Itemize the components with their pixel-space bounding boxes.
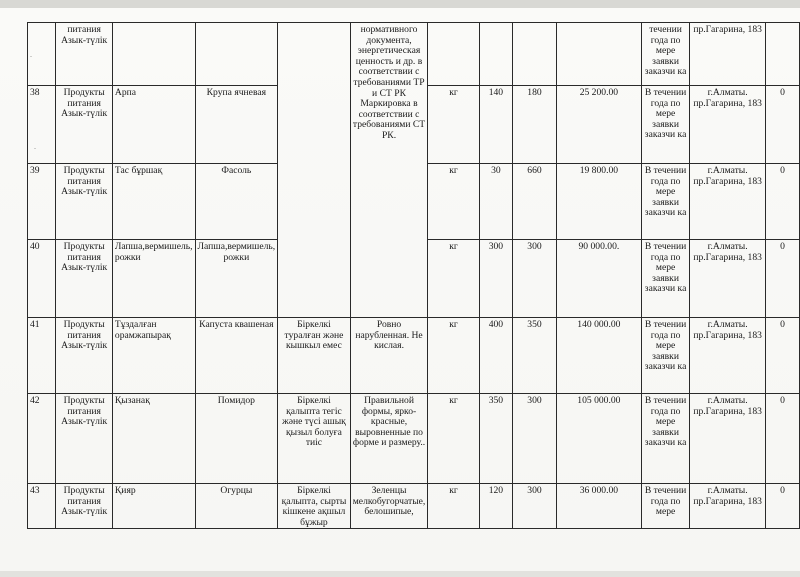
cell-term: течении года по мере заявки заказчи ка [641,23,689,86]
scan-edge-top [0,0,800,8]
cell-price: 300 [513,394,557,484]
cell-qty: 30 [479,164,512,240]
cell-price: 300 [513,484,557,529]
cell-cat: питания Азык-түлік [56,23,113,86]
cell-place: г.Алматы. пр.Гагарина, 183 [690,484,766,529]
cell-unit: кг [428,86,479,164]
cell-place: г.Алматы. пр.Гагарина, 183 [690,394,766,484]
cell-sum: 140 000.00 [556,318,641,394]
cell-term: В течении года по мере заявки заказчи ка [641,164,689,240]
cell-cat: Продукты питания Азык-түлік [56,240,113,318]
cell-sum: 90 000.00. [556,240,641,318]
scan-mark: . [30,50,32,59]
cell-price: 350 [513,318,557,394]
cell-char-ru: Ровно нарубленная. Не кислая. [350,318,428,394]
cell-name-kz: Қызанақ [112,394,195,484]
cell-name-kz: Қияр [112,484,195,529]
cell-char-kz: Біркелкі туралған және кышкыл емес [278,318,351,394]
cell-unit: кг [428,164,479,240]
procurement-table [27,22,800,529]
cell-num: 40 [28,240,56,318]
cell-name-ru: Крупа ячневая [195,86,278,164]
cell-term: В течении года по мере заявки заказчи ка [641,318,689,394]
cell-cat: Продукты питания Азык-түлік [56,164,113,240]
cell-num: 43 [28,484,56,529]
table-body [28,23,800,529]
cell-name-kz: Лапша,вермишель, рожки [112,240,195,318]
cell-name-ru: Помидор [195,394,278,484]
cell-num: 38 [28,86,56,164]
cell-name-ru: Огурцы [195,484,278,529]
cell-price: 180 [513,86,557,164]
cell-place: г.Алматы. пр.Гагарина, 183 [690,240,766,318]
cell-sum: 25 200.00 [556,86,641,164]
cell-cat: Продукты питания Азык-түлік [56,484,113,529]
cell-term: В течении года по мере заявки заказчи ка [641,86,689,164]
scan-edge-bottom [0,571,800,577]
cell-num: 42 [28,394,56,484]
cell-adv: 0 [765,240,799,318]
cell-place: г.Алматы. пр.Гагарина, 183 [690,164,766,240]
cell-adv: 0 [765,484,799,529]
cell-char-ru-merged: нормативного документа, энергетическая ценность и др. в соответствии с требованиями ТР и СТ РК Маркировка в соответствии с требованиями СТ РК. [350,23,428,318]
table-row [28,484,800,529]
cell-cat: Продукты питания Азык-түлік [56,86,113,164]
cell-qty [479,23,512,86]
cell-cat: Продукты питания Азык-түлік [56,318,113,394]
cell-sum: 105 000.00 [556,394,641,484]
cell-sum [556,23,641,86]
cell-unit: кг [428,318,479,394]
scan-mark: . [34,142,36,151]
cell-name-ru: Капуста квашеная [195,318,278,394]
table-row [28,394,800,484]
cell-price: 660 [513,164,557,240]
cell-term: В течении года по мере заявки заказчи ка [641,394,689,484]
cell-name-ru [195,23,278,86]
cell-term: В течении года по мере [641,484,689,529]
cell-char-ru: Правильной формы, ярко-красные, выровненные по форме и размеру.. [350,394,428,484]
cell-term: В течении года по мере заявки заказчи ка [641,240,689,318]
cell-adv: 0 [765,164,799,240]
cell-cat: Продукты питания Азык-түлік [56,394,113,484]
cell-sum: 19 800.00 [556,164,641,240]
cell-name-ru: Лапша,вермишель, рожки [195,240,278,318]
cell-place: г.Алматы. пр.Гагарина, 183 [690,318,766,394]
cell-unit: кг [428,484,479,529]
cell-qty: 300 [479,240,512,318]
cell-num: 41 [28,318,56,394]
cell-adv: 0 [765,394,799,484]
cell-unit [428,23,479,86]
cell-char-kz: Біркелкі қалыпта, сырты кішкене ақшыл бұжыр [278,484,351,529]
cell-unit: кг [428,394,479,484]
cell-name-kz: Тас бұршақ [112,164,195,240]
cell-char-kz-merged [278,23,351,318]
cell-qty: 400 [479,318,512,394]
cell-qty: 350 [479,394,512,484]
cell-adv: 0 [765,318,799,394]
cell-place: пр.Гагарина, 183 [690,23,766,86]
cell-adv [765,23,799,86]
cell-unit: кг [428,240,479,318]
cell-name-kz [112,23,195,86]
cell-place: г.Алматы. пр.Гагарина, 183 [690,86,766,164]
table-row [28,318,800,394]
cell-qty: 140 [479,86,512,164]
cell-name-kz: Арпа [112,86,195,164]
cell-adv: 0 [765,86,799,164]
cell-qty: 120 [479,484,512,529]
table-row [28,23,800,86]
cell-price [513,23,557,86]
cell-name-kz: Тұздалған орамжапырақ [112,318,195,394]
cell-char-kz: Біркелкі қалыпта тегіс және түсі ашық қызыл болуға тиіс [278,394,351,484]
cell-price: 300 [513,240,557,318]
cell-char-ru: Зеленцы мелкобугорчатые, белошипые, [350,484,428,529]
cell-name-ru: Фасоль [195,164,278,240]
cell-sum: 36 000.00 [556,484,641,529]
cell-num: 39 [28,164,56,240]
cell-num [28,23,56,86]
